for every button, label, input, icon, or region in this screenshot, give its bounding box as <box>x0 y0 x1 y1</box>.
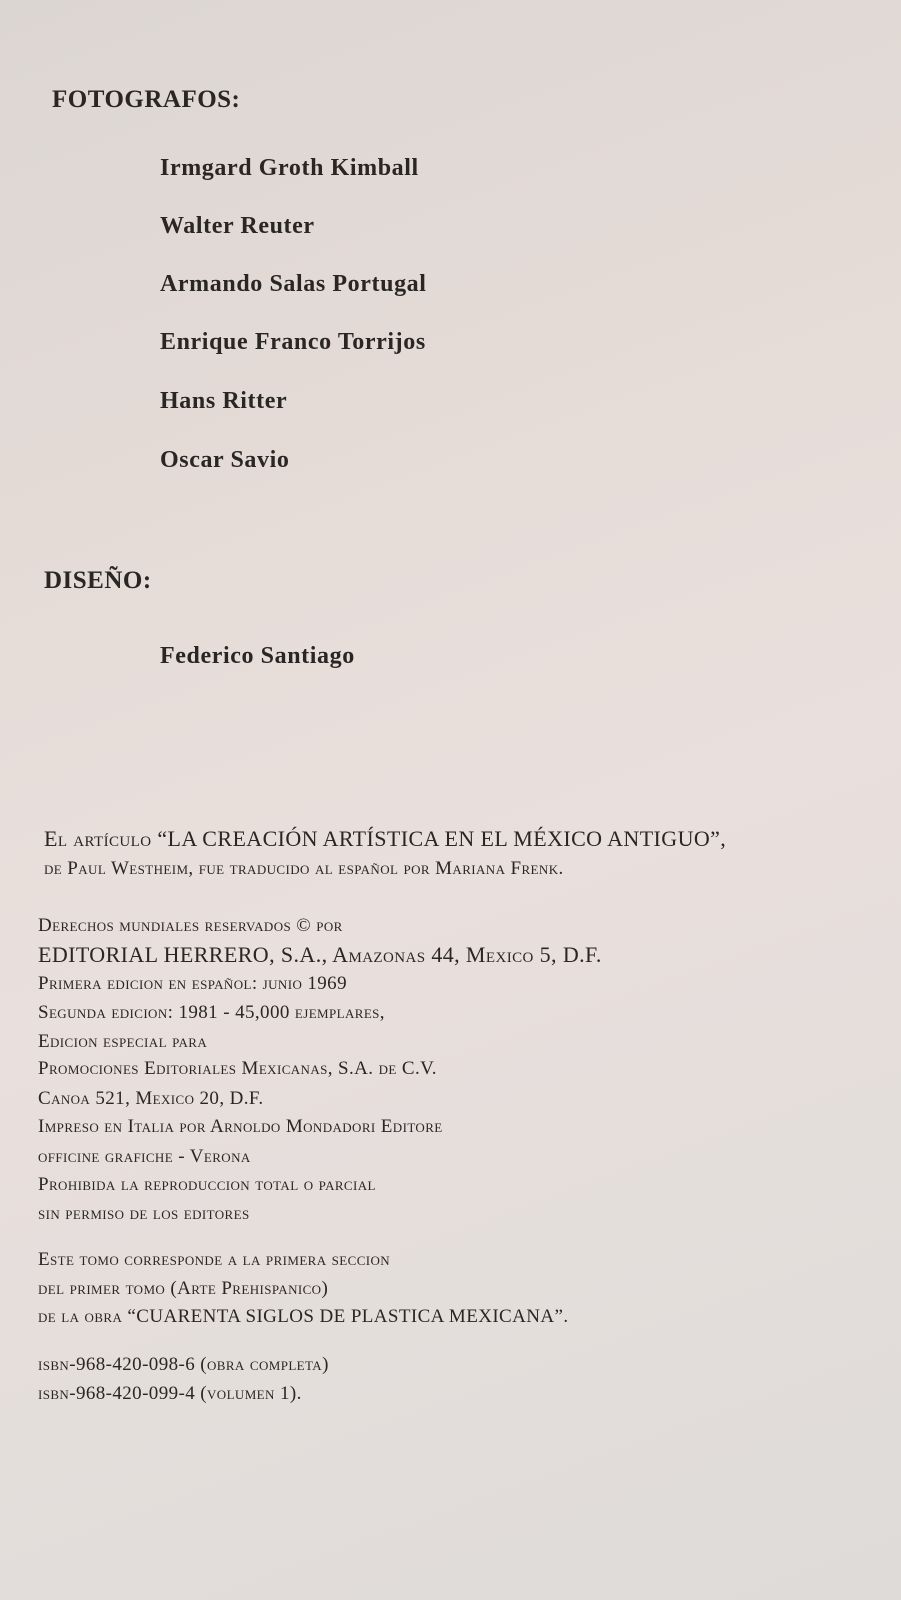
photographers-heading: FOTOGRAFOS: <box>52 86 241 113</box>
photographer-name: Walter Reuter <box>160 213 315 239</box>
rights-line: Derechos mundiales reservados © por <box>38 915 343 936</box>
rights-line: Prohibida la reproduccion total o parcial <box>38 1174 376 1195</box>
photographer-name: Irmgard Groth Kimball <box>160 155 419 181</box>
rights-line: Canoa 521, Mexico 20, D.F. <box>38 1088 264 1109</box>
rights-line: Segunda edicion: 1981 - 45,000 ejemplares, <box>38 1002 385 1023</box>
rights-line: Primera edicion en español: junio 1969 <box>38 973 347 994</box>
article-note-line: El artículo “LA CREACIÓN ARTÍSTICA EN EL MÉXICO ANTIGUO”, <box>44 826 727 851</box>
volume-note-line: del primer tomo (Arte Prehispanico) <box>38 1278 329 1299</box>
rights-line: officine grafiche - Verona <box>38 1146 251 1167</box>
article-note-line: de Paul Westheim, fue traducido al español por Mariana Frenk. <box>44 858 564 879</box>
photographer-name: Hans Ritter <box>160 388 288 414</box>
isbn-line: isbn-968-420-099-4 (volumen 1). <box>38 1383 302 1404</box>
designer-name: Federico Santiago <box>160 643 355 669</box>
rights-line: Edicion especial para <box>38 1031 208 1052</box>
photographer-name: Oscar Savio <box>160 447 290 473</box>
photographer-name: Armando Salas Portugal <box>160 271 427 297</box>
rights-line: Impreso en Italia por Arnoldo Mondadori Editore <box>38 1116 443 1137</box>
volume-note-line: de la obra “CUARENTA SIGLOS DE PLASTICA MEXICANA”. <box>38 1306 569 1327</box>
rights-line: EDITORIAL HERRERO, S.A., Amazonas 44, Mexico 5, D.F. <box>38 942 602 967</box>
design-heading: DISEÑO: <box>44 567 152 594</box>
photographer-name: Enrique Franco Torrijos <box>160 329 426 355</box>
rights-line: sin permiso de los editores <box>38 1203 250 1224</box>
isbn-line: isbn-968-420-098-6 (obra completa) <box>38 1354 329 1375</box>
rights-line: Promociones Editoriales Mexicanas, S.A. de C.V. <box>38 1058 437 1079</box>
volume-note-line: Este tomo corresponde a la primera seccion <box>38 1249 391 1270</box>
